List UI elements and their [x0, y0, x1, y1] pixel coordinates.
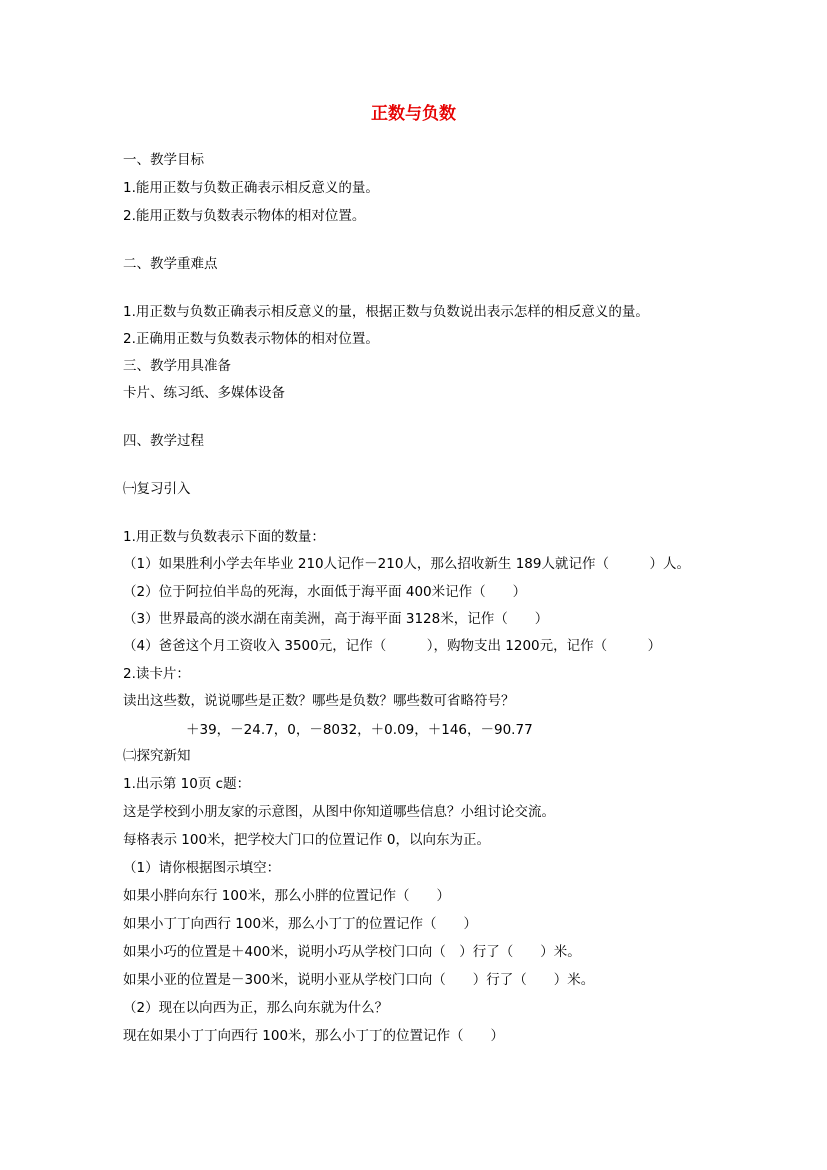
key-point-item-2: 2.正确用正数与负数表示物体的相对位置。 [123, 331, 379, 347]
section-heading-objectives: 一、教学目标 [123, 152, 204, 168]
explore-item-1: 1.出示第 10页 c题： [123, 776, 251, 792]
review-question-1-part-3: （3）世界最高的淡水湖在南美洲，高于海平面 3128米，记作（ ） [123, 611, 549, 627]
explore-part-2: （2）现在以向西为正，那么向东就为什么？ [123, 1000, 389, 1016]
explore-description: 这是学校到小朋友家的示意图，从图中你知道哪些信息？小组讨论交流。 [123, 804, 555, 820]
review-question-1-part-4: （4）爸爸这个月工资收入 3500元，记作（ ），购物支出 1200元，记作（ ） [123, 638, 662, 654]
review-question-2: 2.读卡片： [123, 666, 190, 682]
objective-item-1: 1.能用正数与负数正确表示相反意义的量。 [123, 180, 379, 196]
fill-in-2: 如果小丁丁向西行 100米，那么小丁丁的位置记作（ ） [123, 916, 478, 932]
review-question-2-instruction: 读出这些数，说说哪些是正数？哪些是负数？哪些数可省略符号？ [123, 693, 515, 709]
review-question-1-part-2: （2）位于阿拉伯半岛的死海，水面低于海平面 400米记作（ ） [123, 584, 527, 600]
document-title: 正数与负数 [371, 104, 456, 124]
materials-list: 卡片、练习纸、多媒体设备 [123, 385, 285, 401]
explore-rule: 每格表示 100米，把学校大门口的位置记作 0，以向东为正。 [123, 832, 490, 848]
fill-in-3: 如果小巧的位置是＋400米，说明小巧从学校门口向（ ）行了（ ）米。 [123, 944, 581, 960]
subsection-heading-explore: ㈡探究新知 [123, 748, 191, 764]
review-question-1-part-1: （1）如果胜利小学去年毕业 210人记作－210人，那么招收新生 189人就记作（ ）人。 [123, 556, 690, 572]
key-point-item-1: 1.用正数与负数正确表示相反意义的量，根据正数与负数说出表示怎样的相反意义的量。 [123, 304, 649, 320]
objective-item-2: 2.能用正数与负数表示物体的相对位置。 [123, 208, 366, 224]
section-heading-key-points: 二、教学重难点 [123, 256, 218, 272]
fill-in-1: 如果小胖向东行 100米，那么小胖的位置记作（ ） [123, 888, 451, 904]
card-numbers: ＋39，－24.7，0，－8032，＋0.09，＋146，－90.77 [186, 722, 533, 738]
subsection-heading-review: ㈠复习引入 [123, 481, 191, 497]
fill-in-4: 如果小亚的位置是－300米，说明小亚从学校门口向（ ）行了（ ）米。 [123, 972, 595, 988]
review-question-1: 1.用正数与负数表示下面的数量： [123, 529, 325, 545]
section-heading-process: 四、教学过程 [123, 433, 204, 449]
explore-part-1: （1）请你根据图示填空： [123, 860, 281, 876]
fill-in-5: 现在如果小丁丁向西行 100米，那么小丁丁的位置记作（ ） [123, 1028, 505, 1044]
section-heading-materials: 三、教学用具准备 [123, 358, 231, 374]
